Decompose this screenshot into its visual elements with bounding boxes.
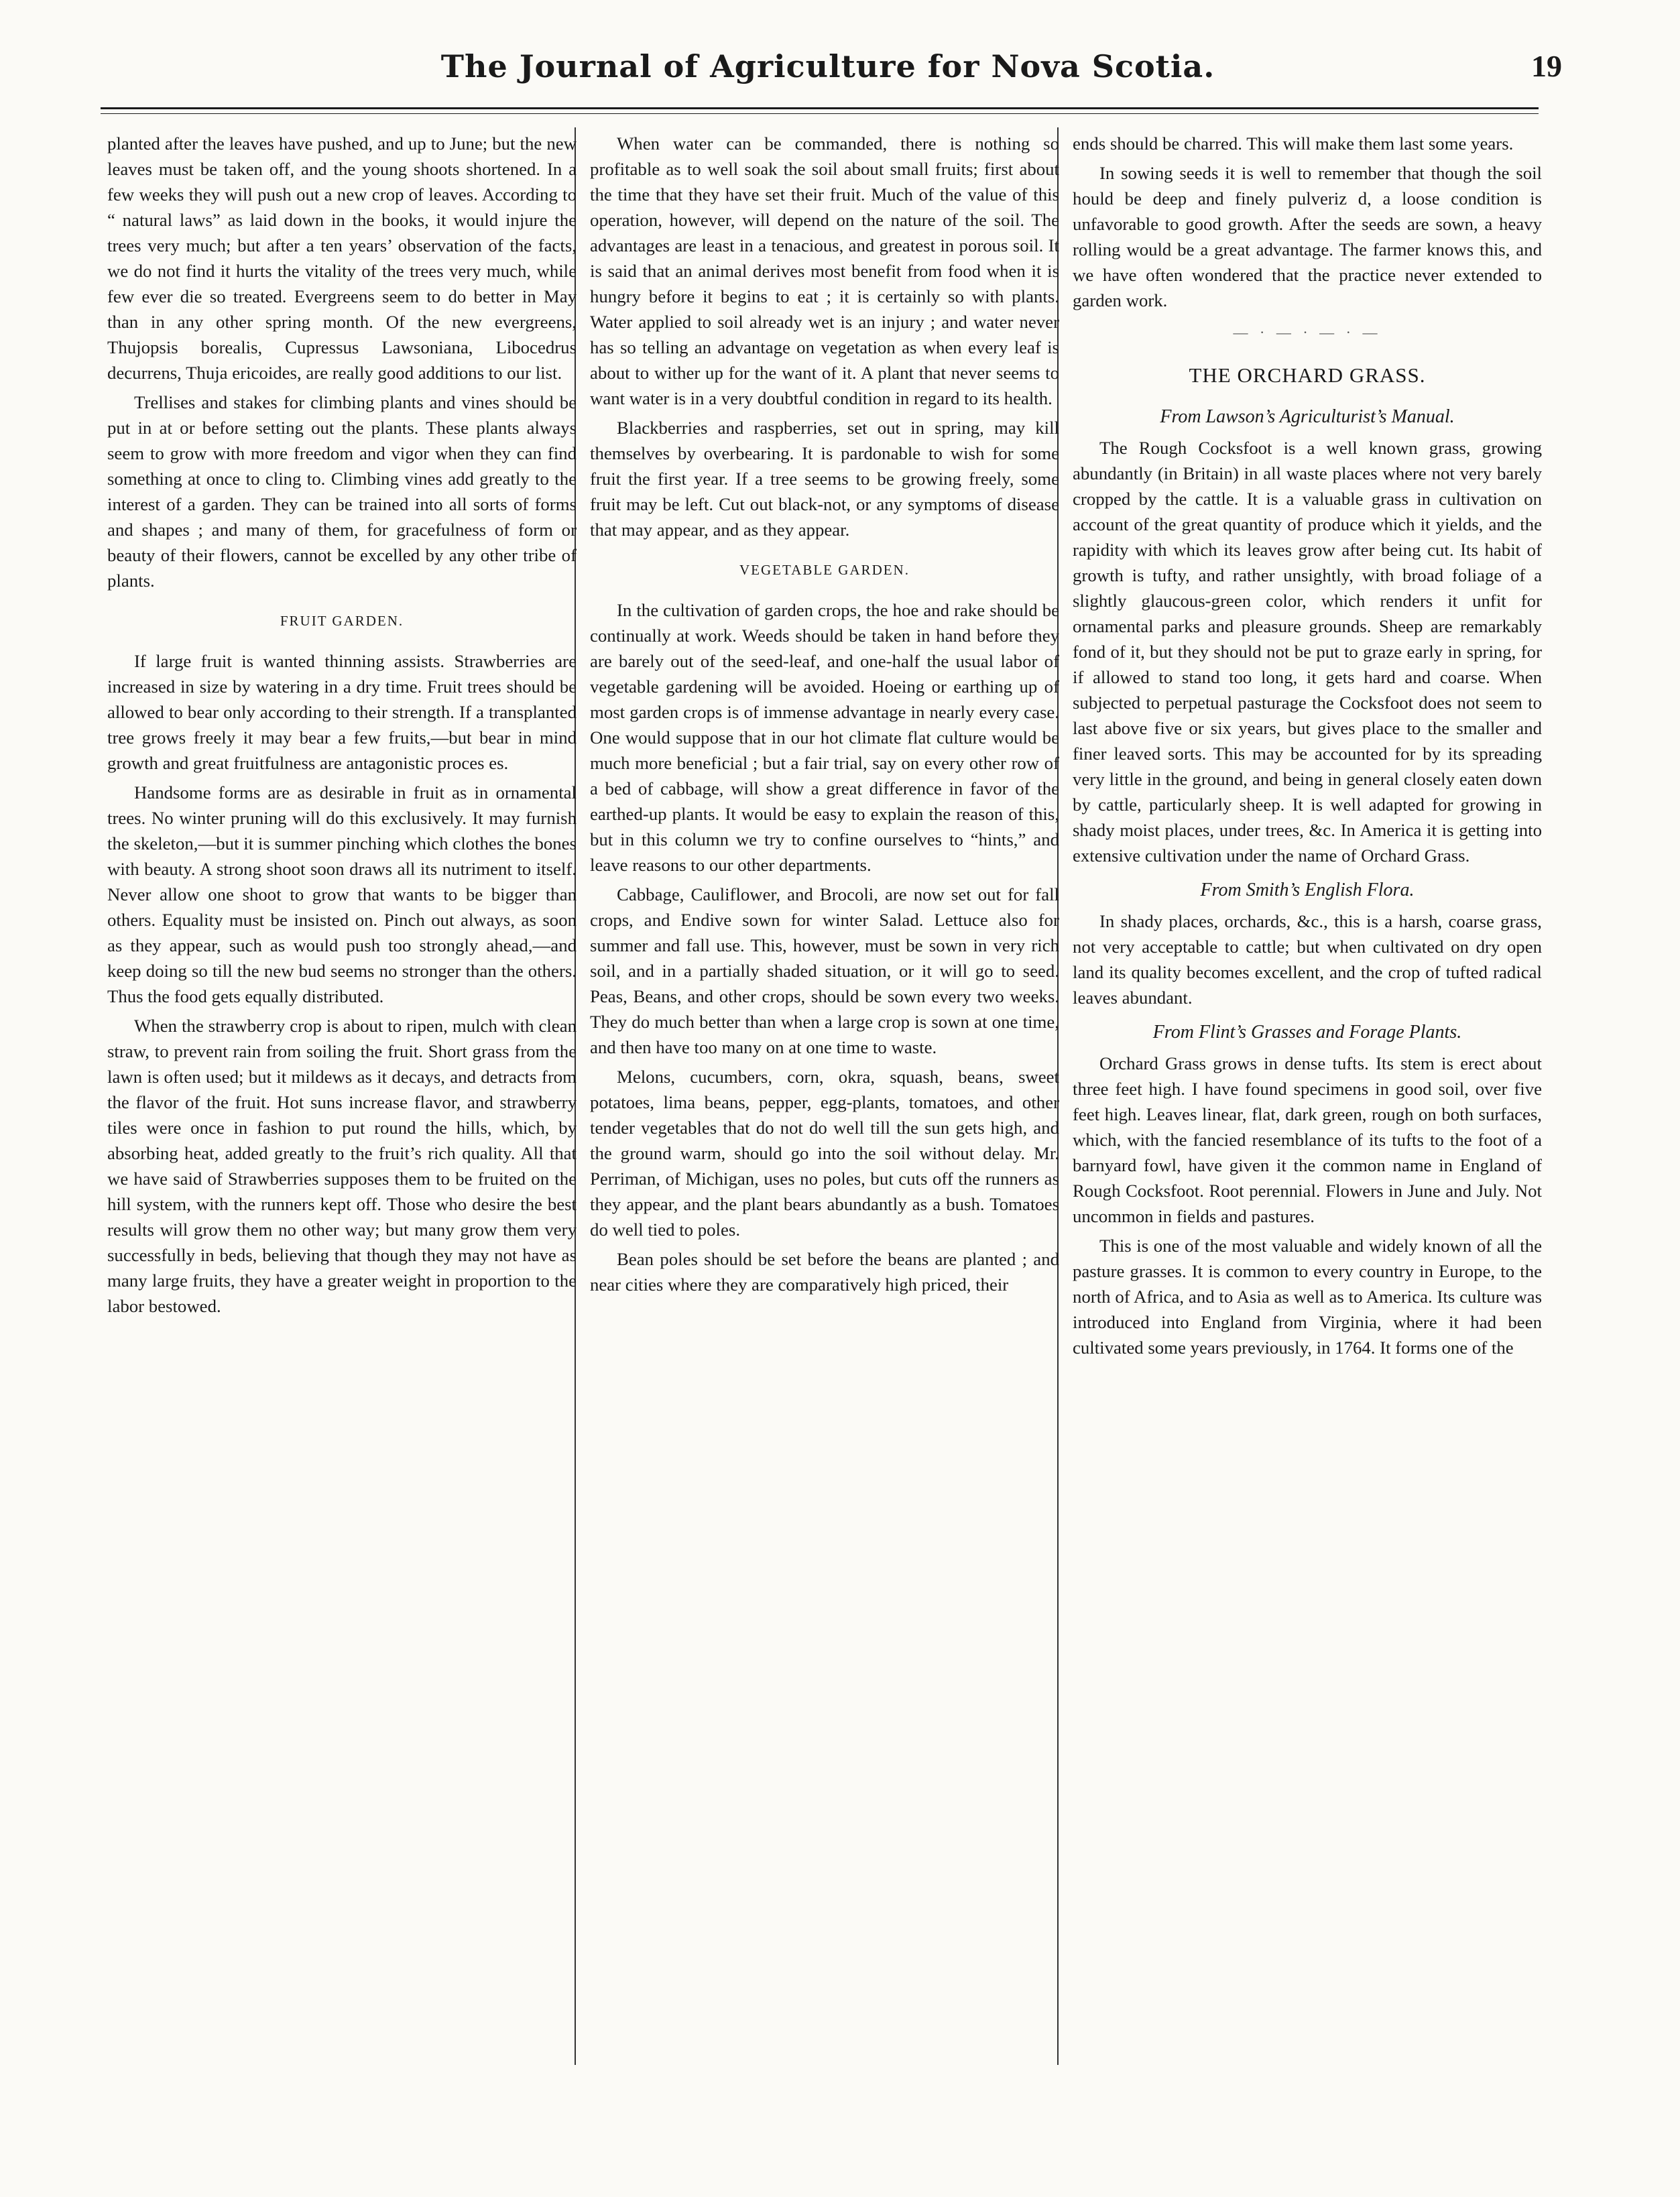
header-rule-thick <box>101 107 1539 109</box>
masthead <box>94 48 1562 102</box>
paragraph: Cabbage, Cauliflower, and Brocoli, are now set out for fall crops, and Endive sown for winter Salad. Lettuce also for summer and fall use. This, however, must be sown in very rich soil, and in a partially shaded situation, or it will go to seed. Peas, Beans, and other crops, should be sown every two weeks. They do much better than when a large crop is sown at one time, and then have too many on at one time to waste. <box>590 884 1059 1057</box>
paragraph: In the cultivation of garden crops, the hoe and rake should be continually at work. Weeds should be taken in hand before they are barely out of the seed-leaf, and one-half the usual labor of vegetable gardening will be avoided. Hoeing or earthing up of most garden crops is of immense advantage in nearly every case. One would suppose that in our hot climate flat culture would be much more beneficial ; but a fair trial, say on every other row of a bed of cabbage, will show a great difference in favor of the earthed-up plants. It would be easy to explain the reason of this, but in this column we try to confine ourselves to “hints,” and leave reasons to our other departments. <box>590 600 1059 875</box>
article-title-orchard-grass: THE ORCHARD GRASS. <box>1189 363 1426 387</box>
paragraph: Bean poles should be set before the beans are planted ; and near cities where they are comparatively high priced, their <box>590 1249 1059 1295</box>
paragraph: Melons, cucumbers, corn, okra, squash, beans, sweet potatoes, lima beans, pepper, egg-plants, tomatoes, and other tender vegetables that do not do well till the sun gets high, and the ground warm, should go into the soil without delay. Mr. Perriman, of Michigan, uses no poles, but cuts off the runners as they appear, and the plant bears abundantly as a bush. Tomatoes do well tied to poles. <box>590 1067 1059 1240</box>
section-heading-fruit-garden: FRUIT GARDEN. <box>280 613 404 629</box>
paragraph: When water can be commanded, there is nothing so profitable as to well soak the soil about small fruits; first about the time that they have set their fruit. Much of the value of this operation, however, will depend on the nature of the soil. The advantages are least in a tenacious, and greatest in porous soil. It is said that an animal derives most benefit from food when it is hungry before it begins to eat ; it is certainly so with plants. Water applied to soil already wet is an injury ; and water never has so telling an advantage on vegetation as when every leaf is about to wither up for the want of it. A plant that never seems to want water is in a very doubtful condition in regard to its health. <box>590 133 1059 408</box>
paragraph: The Rough Cocksfoot is a well known grass, growing abundantly (in Britain) in all waste places where not very barely cropped by the cattle. It is a valuable grass in cultivation on account of the great quantity of produce which it yields, and the rapidity with which its leaves grow after being cut. Its habit of growth is tufty, and rather unsightly, with broad foliage of a slightly glaucous-green color, which renders it unfit for ornamental parks and pleasure grounds. Sheep are remarkably fond of it, but they should not be put to graze early in spring, for if allowed to stand too long, it gets hard and coarse. When subjected to perpetual pasturage the Cocksfoot does not seem to last above five or six years, but gives place to the smaller and finer leaved sorts. This may be accounted for by its spreading very little in the ground, and being in general closely eaten down by cattle, particularly sheep. It is well adapted for growing in shady moist places, under trees, &c. In America it is getting into extensive cultivation under the name of Orchard Grass. <box>1073 438 1542 866</box>
paragraph: planted after the leaves have pushed, and up to June; but the new leaves must be taken off, and the young shoots shortened. In a few weeks they will push out a new crop of leaves. According to “ natural laws” as laid down in the books, it would injure the trees very much; but after a ten years’ observation of the facts, we do not find it hurts the vitality of the trees very much, while few ever die so treated. Evergreens seem to do better in May than in any other spring month. Of the new evergreens, Thujopsis borealis, Cupressus Lawsoniana, Libocedrus decurrens, Thuja ericoides, are really good additions to our list. <box>107 133 577 383</box>
source-attribution: From Flint’s Grasses and Forage Plants. <box>1152 1022 1462 1043</box>
paragraph: When the strawberry crop is about to ripen, mulch with clean straw, to prevent rain from soiling the fruit. Short grass from the lawn is often used; but it mildews as it decays, and detracts from the flavor of the fruit. Hot suns increase flavor, and strawberry tiles were once in fashion to put round the hills, which, by absorbing heat, added greatly to the fruit’s rich quality. All that we have said of Strawberries supposes them to be fruited on the hill system, with the runners kept off. Those who desire the best results will grow them no other way; but many grow them very successfully in beds, believing that though they may not have as many large fruits, they have a greater weight in proportion to the labor bestowed. <box>107 1016 577 1316</box>
column-2 <box>590 131 1059 2068</box>
column-1 <box>107 131 577 2068</box>
paragraph: Trellises and stakes for climbing plants and vines should be put in at or before setting out the plants. These plants always seem to grow with more freedom and vigor when they can find something at once to cling to. Climbing vines add greatly to the interest of a garden. They can be trained into all sorts of forms and shapes ; and many of them, for gracefulness of form or beauty of their flowers, cannot be excelled by any other tribe of plants. <box>107 392 577 591</box>
paragraph: In sowing seeds it is well to remember that though the soil hould be deep and finely pulveriz d, a loose condition is unfavorable to good growth. After the seeds are sown, a heavy rolling would be a great advantage. The farmer knows this, and we have often wondered that the practice never extended to garden work. <box>1073 163 1542 310</box>
paragraph: Handsome forms are as desirable in fruit as in ornamental trees. No winter pruning will do this exclusively. It may furnish the skeleton,—but it is summer pinching which clothes the bones with beauty. A strong shoot soon draws all its nutriment to itself. Never allow one shoot to grow that wants to be bigger than others. Equality must be insisted on. Pinch out always, as soon as they appear, such as would push too strongly ahead,—and keep doing so till the new bud seems no stronger than the others. Thus the food gets equally distributed. <box>107 782 577 1006</box>
paragraph: ends should be charred. This will make them last some years. <box>1073 133 1514 154</box>
section-divider: — · — · — · — <box>1233 324 1382 341</box>
source-attribution: From Lawson’s Agriculturist’s Manual. <box>1160 406 1455 427</box>
paragraph: In shady places, orchards, &c., this is a harsh, coarse grass, not very acceptable to cattle; but when cultivated on dry open land its quality becomes excellent, and the crop of tufted radical leaves abundant. <box>1073 911 1542 1008</box>
header-rule-thin <box>101 113 1539 114</box>
journal-title: The Journal of Agriculture for Nova Scotia. <box>440 48 1215 84</box>
paragraph: Blackberries and raspberries, set out in spring, may kill themselves by overbearing. It is pardonable to wish for some fruit the first year. If a tree seems to be growing freely, some fruit may be left. Cut out black-not, or any symptoms of disease that may appear, and as they appear. <box>590 418 1059 540</box>
paragraph: Orchard Grass grows in dense tufts. Its stem is erect about three feet high. I have found specimens in good soil, over five feet high. Leaves linear, flat, dark green, rough on both surfaces, which, with the fancied resemblance of its tufts to the foot of a barnyard fowl, have given it the common name in England of Rough Cocksfoot. Root perennial. Flowers in June and July. Not uncommon in fields and pastures. <box>1073 1053 1542 1226</box>
page-number: 19 <box>1531 49 1562 83</box>
paragraph: If large fruit is wanted thinning assists. Strawberries are increased in size by watering in a dry time. Fruit trees should be allowed to bear only according to their strength. If a transplanted tree grows freely it may bear a few fruits,—but bear in mind growth and great fruitfulness are antagonistic proces es. <box>107 651 577 773</box>
section-heading-vegetable-garden: VEGETABLE GARDEN. <box>739 562 910 578</box>
column-3 <box>1073 131 1542 2068</box>
source-attribution: From Smith’s English Flora. <box>1200 880 1415 900</box>
paragraph: This is one of the most valuable and widely known of all the pasture grasses. It is common to every country in Europe, to the north of Africa, and to Asia as well as to America. Its culture was introduced into England from Virginia, where it had been cultivated some years previously, in 1764. It forms one of the <box>1073 1236 1542 1358</box>
